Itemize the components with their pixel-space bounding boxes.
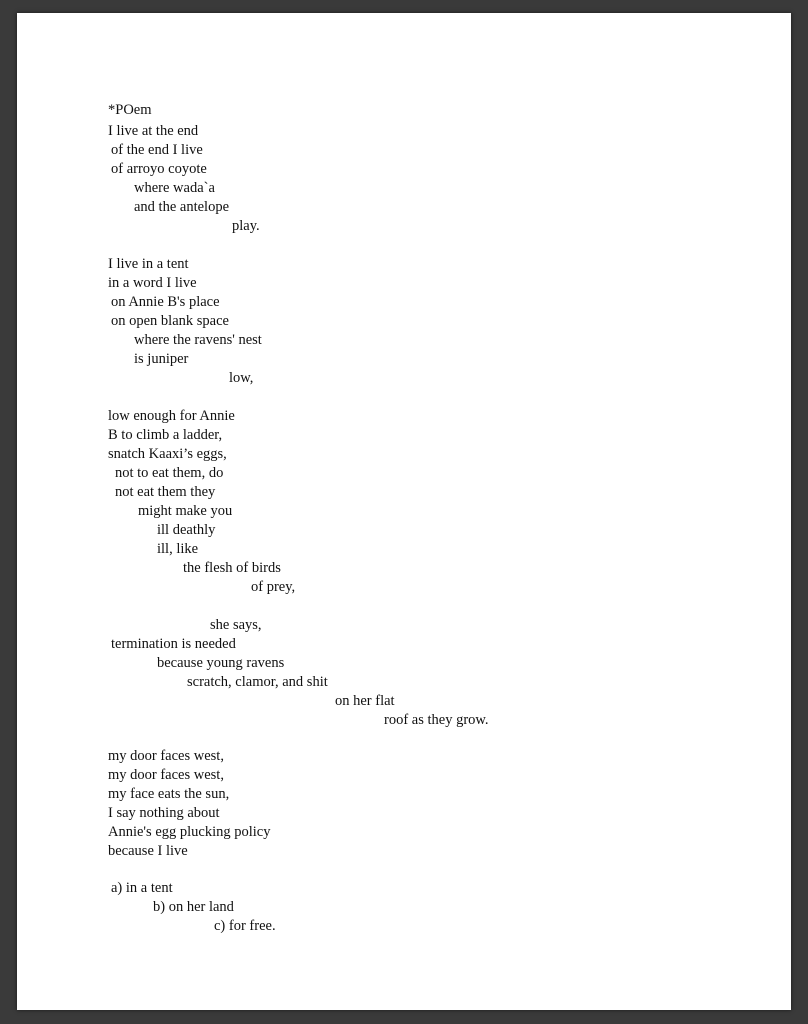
poem-line: I live at the end xyxy=(108,123,199,139)
poem-line: termination is needed xyxy=(111,636,236,652)
poem-line: of the end I live xyxy=(111,142,203,158)
poem-line: not to eat them, do xyxy=(115,465,224,481)
poem-line: low enough for Annie xyxy=(108,408,235,424)
poem-line: where the ravens' nest xyxy=(134,332,262,348)
poem-line: she says, xyxy=(210,617,262,633)
poem-line: because young ravens xyxy=(157,655,285,671)
poem-line: of prey, xyxy=(251,579,296,595)
poem-line: I live in a tent xyxy=(108,256,189,272)
poem-line: my face eats the sun, xyxy=(108,786,230,802)
document-page xyxy=(17,13,791,1010)
poem-line: ill deathly xyxy=(157,522,216,538)
poem-line: B to climb a ladder, xyxy=(108,427,223,443)
poem-line: on Annie B's place xyxy=(111,294,220,310)
poem-line: my door faces west, xyxy=(108,767,224,783)
poem-line: a) in a tent xyxy=(111,880,173,896)
poem-line: b) on her land xyxy=(153,899,234,915)
poem-line: play. xyxy=(232,218,260,234)
poem-line: on open blank space xyxy=(111,313,229,329)
poem-line: is juniper xyxy=(134,351,189,367)
poem-line: because I live xyxy=(108,843,188,859)
poem-title: *POem xyxy=(108,102,152,118)
poem-line: the flesh of birds xyxy=(183,560,281,576)
poem-line: my door faces west, xyxy=(108,748,224,764)
poem-line: where wada`a xyxy=(134,180,215,196)
poem-line: ill, like xyxy=(157,541,199,557)
poem-line: low, xyxy=(229,370,254,386)
poem-line: roof as they grow. xyxy=(384,712,489,728)
poem-line: of arroyo coyote xyxy=(111,161,207,177)
poem-line: not eat them they xyxy=(115,484,216,500)
poem-line: scratch, clamor, and shit xyxy=(187,674,328,690)
poem-line: snatch Kaaxi’s eggs, xyxy=(108,446,227,462)
poem-line: might make you xyxy=(138,503,233,519)
poem xyxy=(17,13,791,1010)
poem-line: Annie's egg plucking policy xyxy=(108,824,271,840)
poem-line: and the antelope xyxy=(134,199,230,215)
poem-line: on her flat xyxy=(335,693,395,709)
poem-line: c) for free. xyxy=(214,918,276,934)
poem-line: I say nothing about xyxy=(108,805,220,821)
poem-line: in a word I live xyxy=(108,275,197,291)
